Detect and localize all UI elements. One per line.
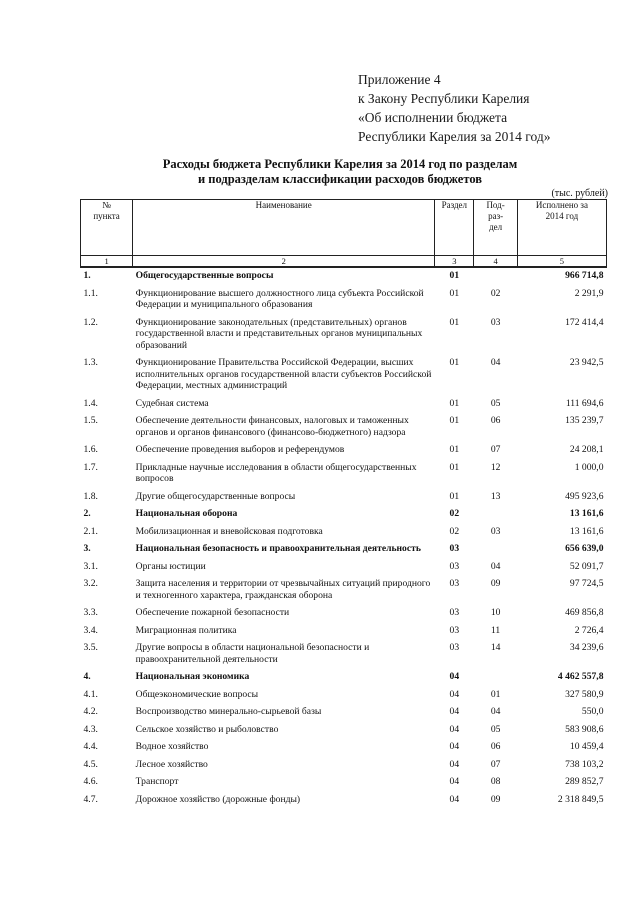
row-amount: 966 714,8 (565, 270, 604, 281)
table-row (81, 605, 607, 623)
row-subsection: 03 (490, 525, 501, 537)
row-name: Лесное хозяйство (135, 758, 208, 770)
row-subsection: 10 (490, 607, 501, 618)
title-line-2: и подразделам классификации расходов бюджетов (197, 172, 483, 186)
row-name: Обеспечение проведения выборов и референдумов (135, 444, 345, 455)
row-amount: 1 000,0 (574, 461, 604, 473)
row-amount: 24 208,1 (569, 444, 604, 455)
row-number: 1.2. (83, 316, 98, 328)
row-name: Дорожное хозяйство (дорожные фонды) (135, 793, 301, 805)
row-number: 3.1. (83, 560, 98, 572)
row-subsection: 01 (490, 688, 501, 700)
row-subsection (474, 669, 517, 687)
row-amount: 135 239,7 (565, 415, 604, 426)
row-section: 02 (449, 525, 460, 537)
document-title (80, 157, 600, 187)
row-section: 03 (449, 624, 460, 636)
row-subsection: 04 (490, 357, 501, 368)
row-section: 04 (449, 671, 460, 682)
row-section: 01 (449, 490, 460, 502)
header-number (81, 200, 133, 256)
row-number: 2. (83, 508, 91, 519)
column-index: 1 (81, 256, 133, 268)
row-amount: 469 856,8 (565, 607, 604, 618)
row-subsection: 08 (490, 776, 501, 787)
row-number: 4.3. (83, 723, 98, 735)
appendix-line: к Закону Республики Карелия (358, 91, 530, 106)
row-subsection (474, 506, 517, 524)
appendix-line: «Об исполнении бюджета (358, 110, 508, 125)
row-name: Функционирование Правительства Российской Федерации, высших исполнительных органов государственной власти субъектов Российской Федерации, местных администраций (135, 357, 432, 391)
row-number: 1.6. (83, 444, 98, 455)
units-label: (тыс. рублей) (551, 188, 608, 199)
row-number: 3.5. (83, 642, 98, 653)
table-row (81, 506, 607, 524)
table-row (81, 722, 607, 740)
row-name: Другие общегосударственные вопросы (135, 490, 296, 502)
row-name: Воспроизводство минерально-сырьевой базы (135, 706, 322, 717)
header-subsection-line1: Под- (486, 200, 505, 210)
row-subsection: 11 (490, 624, 501, 636)
row-name: Прикладные научные исследования в области общегосударственных вопросов (135, 461, 417, 484)
row-section: 04 (449, 776, 460, 787)
row-amount: 2 318 849,5 (557, 793, 604, 805)
row-section: 03 (449, 642, 460, 653)
row-subsection: 04 (490, 706, 501, 717)
row-amount: 172 414,4 (565, 316, 604, 328)
row-section: 01 (449, 316, 460, 328)
column-index-row (81, 256, 607, 268)
row-subsection: 04 (490, 560, 501, 572)
row-amount: 111 694,6 (565, 397, 604, 409)
row-subsection: 09 (490, 578, 501, 589)
row-subsection: 13 (490, 490, 501, 502)
row-amount: 550,0 (581, 706, 604, 717)
row-number: 3. (83, 543, 91, 554)
table-row (81, 442, 607, 460)
column-index: 3 (435, 256, 474, 268)
row-amount: 656 639,0 (565, 543, 604, 554)
row-section: 01 (449, 444, 460, 455)
row-number: 4.5. (83, 758, 98, 770)
row-amount: 583 908,6 (565, 723, 604, 735)
row-number: 1. (83, 270, 91, 281)
row-section: 04 (449, 793, 460, 805)
title-line-1: Расходы бюджета Республики Карелия за 2014 год по разделам (162, 157, 518, 171)
row-section: 01 (449, 270, 460, 281)
row-number: 4.1. (83, 688, 98, 700)
appendix-line: Приложение 4 (358, 72, 441, 87)
row-name: Общеэкономические вопросы (135, 688, 259, 700)
row-name: Обеспечение пожарной безопасности (135, 607, 290, 618)
table-row (81, 413, 607, 442)
column-index: 4 (474, 256, 517, 268)
row-name: Сельское хозяйство и рыболовство (135, 723, 279, 735)
row-number: 1.5. (83, 415, 98, 426)
row-name: Мобилизационная и вневойсковая подготовка (135, 525, 323, 537)
row-number: 3.4. (83, 624, 98, 636)
row-number: 1.3. (83, 357, 98, 368)
row-amount: 289 852,7 (565, 776, 604, 787)
header-name: Наименование (133, 200, 435, 256)
row-amount: 4 462 557,8 (557, 671, 604, 682)
table-row (81, 396, 607, 414)
row-number: 1.1. (83, 287, 98, 299)
table-row (81, 687, 607, 705)
row-number: 4.7. (83, 793, 98, 805)
row-name: Миграционная политика (135, 624, 237, 636)
row-subsection (474, 267, 517, 286)
row-amount: 738 103,2 (565, 758, 604, 770)
table-row (81, 576, 607, 605)
table-row (81, 739, 607, 757)
row-section: 02 (449, 508, 460, 519)
row-subsection: 06 (490, 415, 501, 426)
header-subsection (474, 200, 517, 256)
row-subsection: 05 (490, 397, 501, 409)
table-row (81, 460, 607, 489)
table-row (81, 286, 607, 315)
row-name: Судебная система (135, 397, 209, 409)
row-subsection: 09 (490, 793, 501, 805)
row-number: 1.8. (83, 490, 98, 502)
row-number: 2.1. (83, 525, 98, 537)
row-number: 1.4. (83, 397, 98, 409)
row-name: Национальная оборона (135, 508, 238, 519)
row-section: 04 (449, 723, 460, 735)
appendix-line: Республики Карелия за 2014 год» (358, 129, 551, 144)
appendix-note (358, 70, 628, 146)
header-number-line1: № (102, 200, 111, 210)
row-section: 03 (449, 560, 460, 572)
row-subsection: 07 (490, 758, 501, 770)
row-number: 1.7. (83, 461, 98, 473)
row-amount: 34 239,6 (569, 642, 604, 653)
row-name: Функционирование законодательных (представительных) органов государственной власти и представительных органов муниципальных образований (135, 316, 423, 351)
row-subsection: 05 (490, 723, 501, 735)
row-amount: 97 724,5 (569, 578, 604, 589)
row-amount: 10 459,4 (569, 741, 604, 752)
row-section: 03 (449, 543, 460, 554)
column-index: 5 (517, 256, 606, 268)
row-subsection: 07 (490, 444, 501, 455)
row-amount: 23 942,5 (569, 357, 604, 368)
table-row (81, 489, 607, 507)
header-subsection-line2: раз- (488, 211, 504, 221)
row-name: Другие вопросы в области национальной безопасности и правоохранительной деятельности (135, 642, 370, 665)
table-row (81, 524, 607, 542)
row-name: Функционирование высшего должностного лица субъекта Российской Федерации и муниципального образования (135, 287, 424, 310)
table-header-row (81, 200, 607, 256)
table-row (81, 757, 607, 775)
row-section: 03 (449, 578, 460, 589)
table-body (81, 267, 607, 809)
budget-table (80, 199, 607, 809)
row-name: Национальная безопасность и правоохранительная деятельность (135, 543, 421, 554)
row-number: 3.2. (83, 578, 98, 589)
row-section: 01 (449, 287, 460, 299)
row-section: 01 (449, 397, 460, 409)
table-row (81, 792, 607, 810)
row-amount: 2 726,4 (574, 624, 604, 636)
row-subsection (474, 541, 517, 559)
header-executed-line1: Исполнено за (535, 200, 588, 210)
row-section: 04 (449, 688, 460, 700)
table-row (81, 623, 607, 641)
row-subsection: 12 (490, 461, 501, 473)
row-name: Водное хозяйство (135, 741, 209, 752)
table-row (81, 315, 607, 356)
row-name: Национальная экономика (135, 671, 250, 682)
row-amount: 13 161,6 (569, 525, 604, 537)
table-row (81, 559, 607, 577)
row-amount: 2 291,9 (574, 287, 604, 299)
row-number: 4.6. (83, 776, 98, 787)
row-subsection: 06 (490, 741, 501, 752)
header-executed-line2: 2014 год (545, 211, 579, 221)
row-name: Органы юстиции (135, 560, 206, 572)
row-subsection: 14 (490, 642, 501, 653)
table-row (81, 704, 607, 722)
row-name: Защита населения и территории от чрезвычайных ситуаций природного и техногенного характера, гражданская оборона (135, 578, 431, 601)
row-name: Транспорт (135, 776, 179, 787)
table-row (81, 541, 607, 559)
column-index: 2 (133, 256, 435, 268)
row-section: 03 (449, 607, 460, 618)
header-number-line2: пункта (93, 211, 120, 221)
header-executed (517, 200, 606, 256)
row-name: Обеспечение деятельности финансовых, налоговых и таможенных органов и органов финансового (финансово-бюджетного) надзора (135, 415, 409, 438)
row-number: 4. (83, 671, 91, 682)
header-section: Раздел (435, 200, 474, 256)
row-section: 04 (449, 706, 460, 717)
table-row (81, 640, 607, 669)
table-row (81, 774, 607, 792)
row-amount: 13 161,6 (569, 508, 604, 519)
row-subsection: 03 (490, 316, 501, 328)
row-section: 04 (449, 758, 460, 770)
row-amount: 495 923,6 (565, 490, 604, 502)
row-amount: 327 580,9 (565, 688, 604, 700)
table-row (81, 355, 607, 396)
row-amount: 52 091,7 (569, 560, 604, 572)
row-section: 01 (449, 461, 460, 473)
row-name: Общегосударственные вопросы (135, 270, 274, 281)
row-subsection: 02 (490, 287, 501, 299)
row-number: 3.3. (83, 607, 98, 618)
row-section: 04 (449, 741, 460, 752)
row-section: 01 (449, 415, 460, 426)
table-row (81, 669, 607, 687)
row-number: 4.4. (83, 741, 98, 752)
table-row (81, 267, 607, 286)
header-subsection-line3: дел (489, 222, 503, 232)
row-section: 01 (449, 357, 460, 368)
row-number: 4.2. (83, 706, 98, 717)
